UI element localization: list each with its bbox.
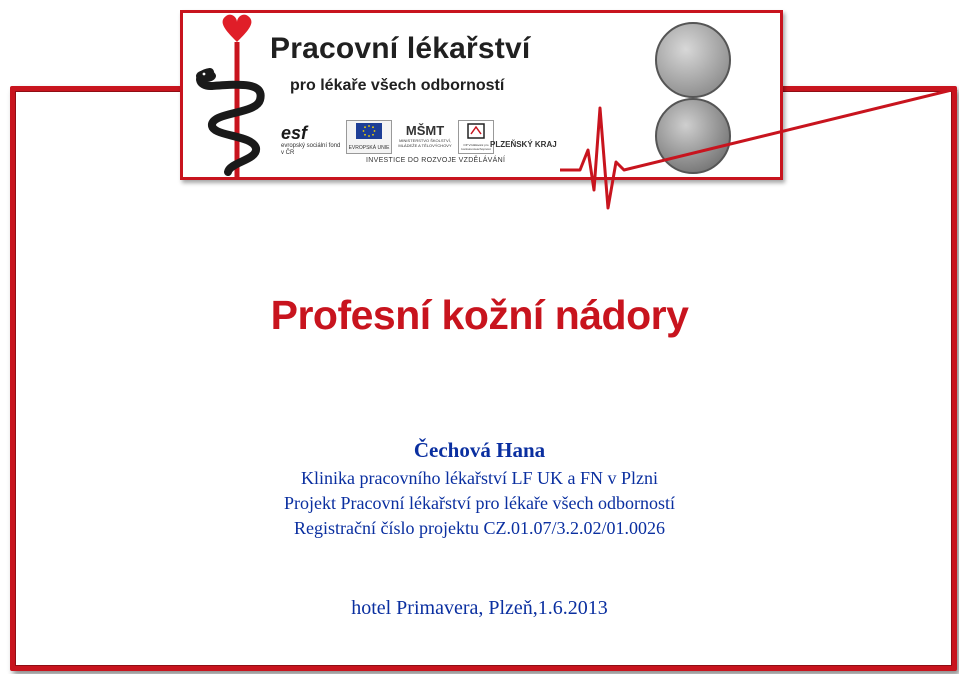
plzen-region-logo: PLZEŇSKÝ KRAJ xyxy=(490,140,557,149)
venue-date: hotel Primavera, Plzeň,1.6.2013 xyxy=(351,597,608,619)
slide-title: Profesní kožní nádory xyxy=(270,292,689,338)
affiliation-line: Klinika pracovního lékařství LF UK a FN v Plzni xyxy=(301,468,658,488)
msmt-logo xyxy=(396,120,454,154)
op-vk-caption: OP Vzdělávání pro konkurenceschopnost xyxy=(461,143,491,151)
author-name: Čechová Hana xyxy=(413,438,546,462)
esf-logo xyxy=(280,120,342,154)
banner-subtitle: pro lékaře všech odborností xyxy=(290,77,505,94)
eu-caption: EVROPSKÁ UNIE xyxy=(348,145,390,151)
investment-caption: INVESTICE DO ROZVOJE VZDĚLÁVÁNÍ xyxy=(366,157,506,164)
project-line: Projekt Pracovní lékařství pro lékaře všech odborností xyxy=(284,493,675,513)
eu-flag-icon xyxy=(356,123,382,139)
ecg-line-icon xyxy=(560,90,959,220)
banner-title: Pracovní lékařství xyxy=(270,32,531,65)
op-vk-logo xyxy=(458,120,494,154)
msmt-caption: MINISTERSTVO ŠKOLSTVÍ, MLÁDEŽE A TĚLOVÝCHOVY xyxy=(398,138,452,148)
eu-flag-logo xyxy=(346,120,392,154)
op-vk-icon xyxy=(467,123,485,139)
msmt-wordmark: MŠMT xyxy=(405,123,445,138)
caduceus-heart-icon xyxy=(190,12,280,182)
esf-wordmark: esf xyxy=(281,123,308,143)
university-seal-icon xyxy=(655,22,731,98)
registration-line: Registrační číslo projektu CZ.01.07/3.2.02/01.0026 xyxy=(294,518,665,538)
esf-caption: evropský sociální fond v ČR xyxy=(281,143,341,156)
